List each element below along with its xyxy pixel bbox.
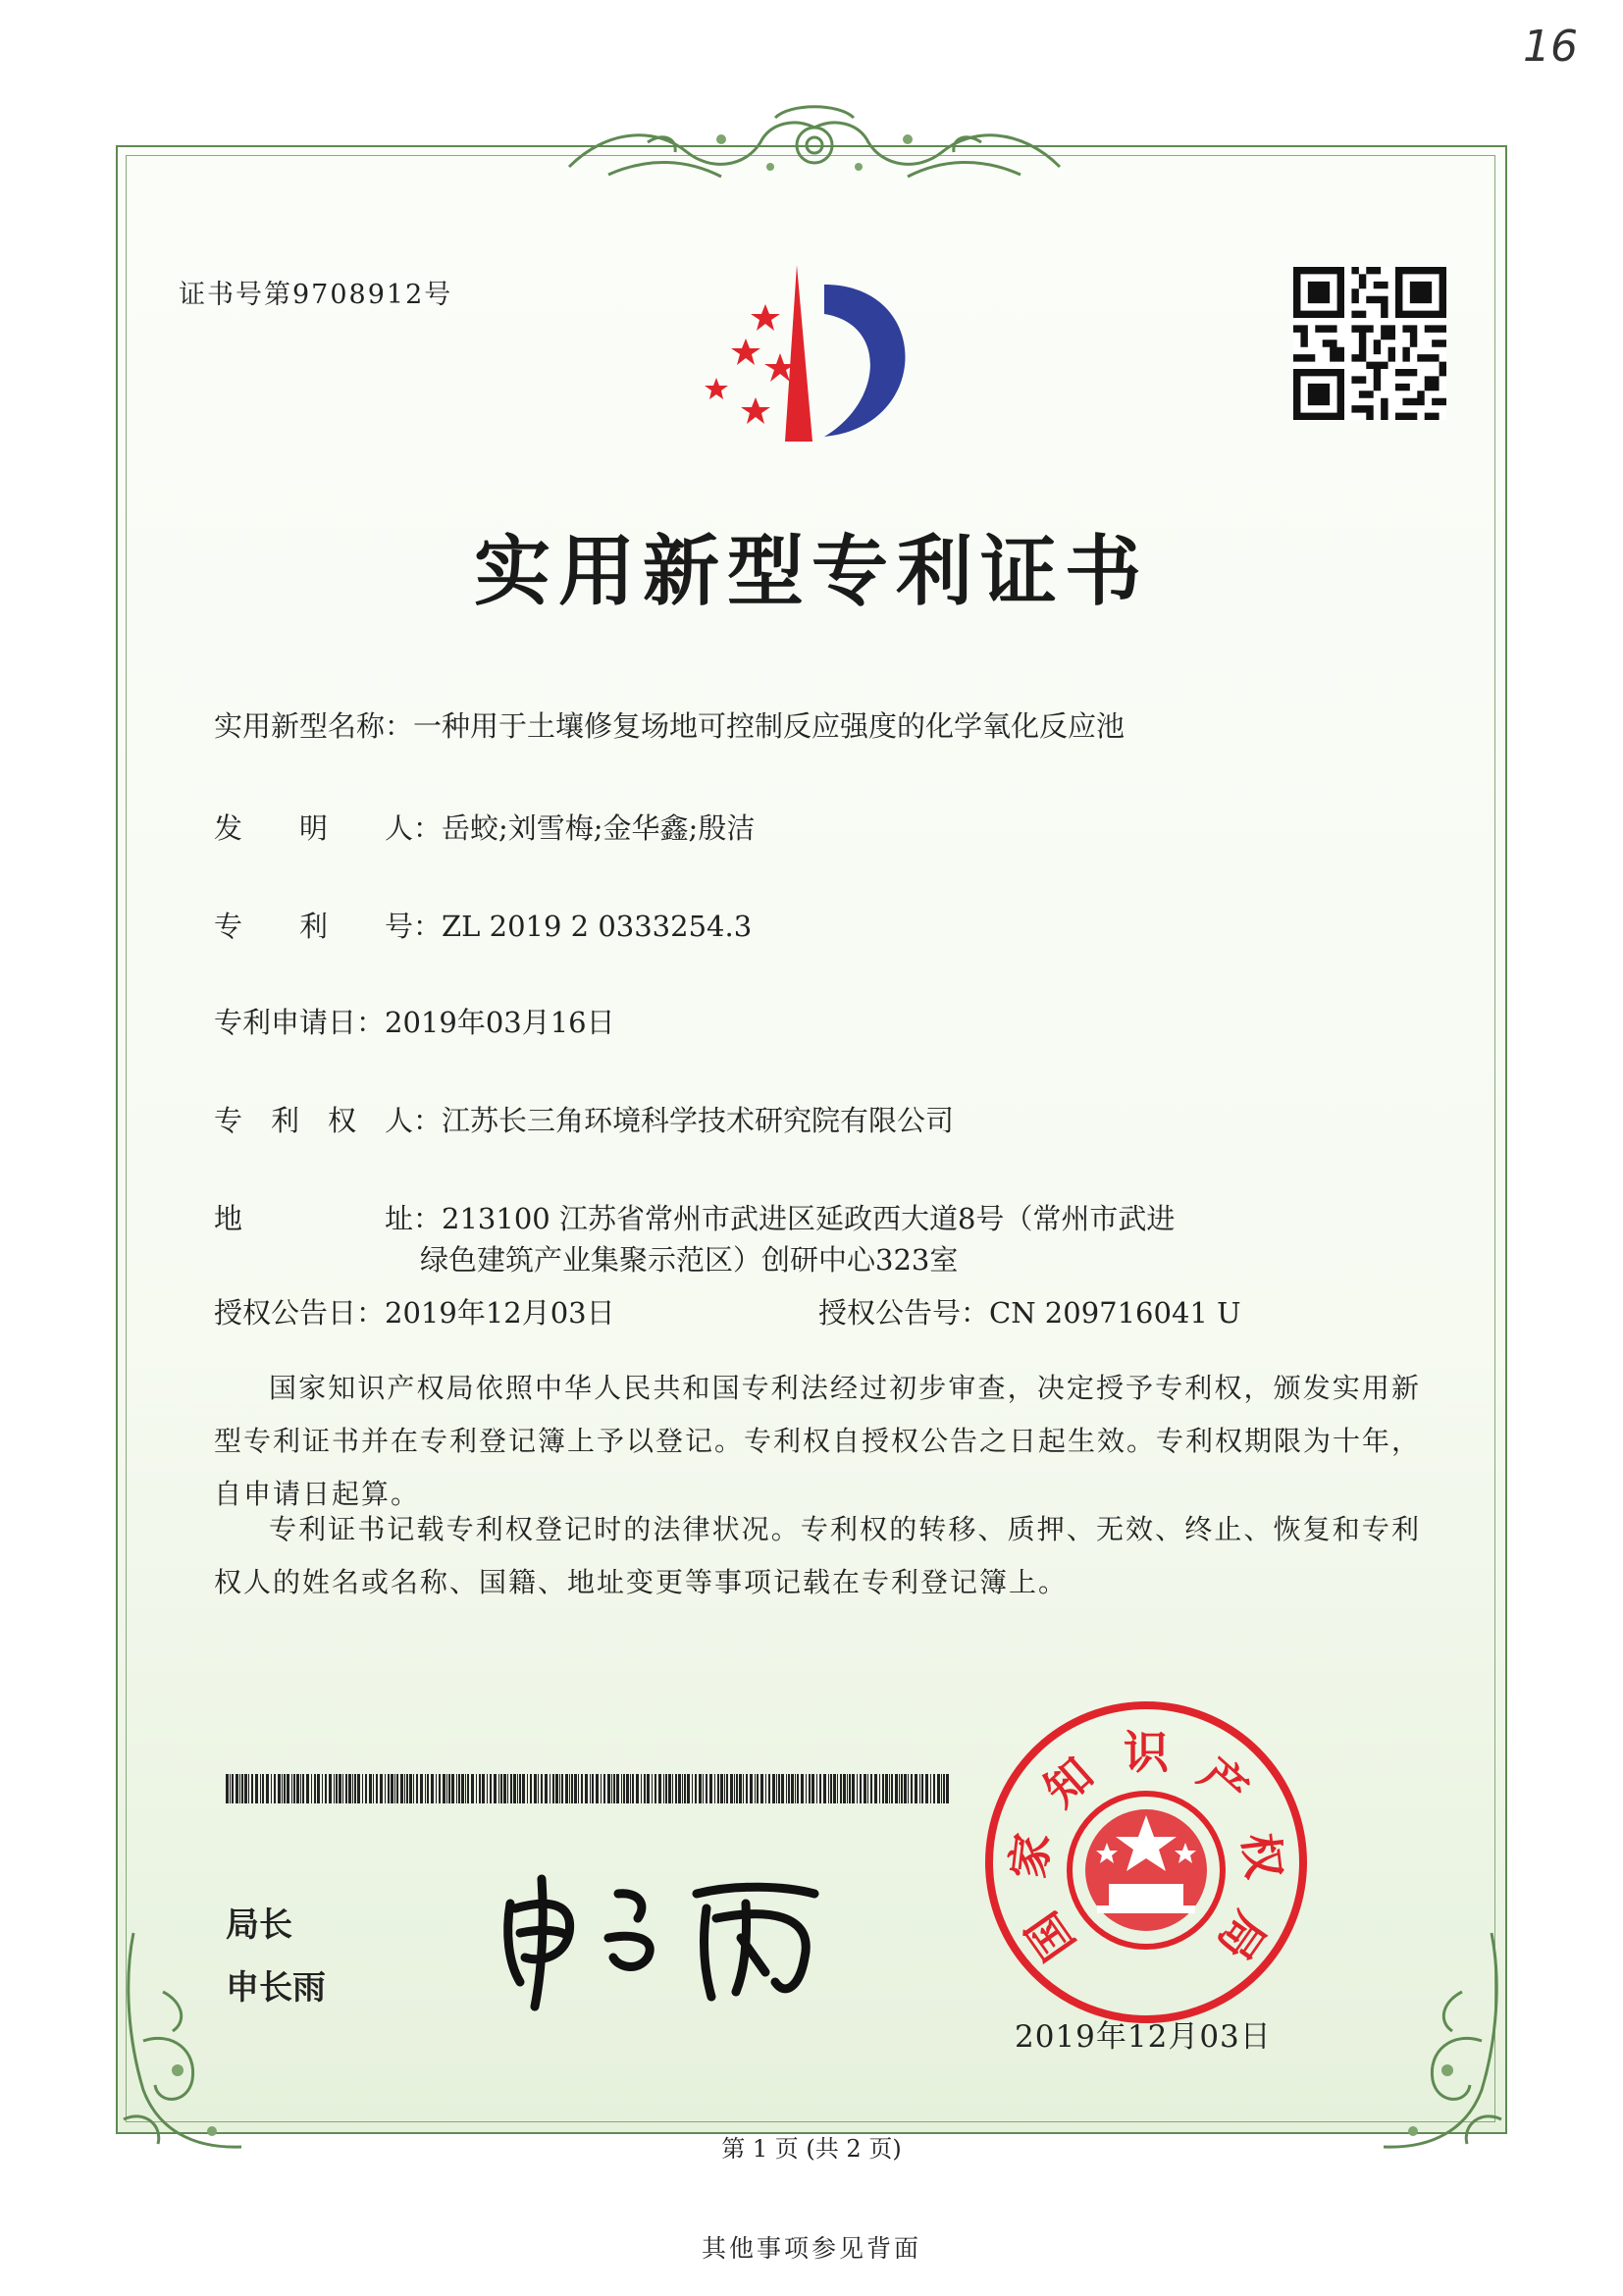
signatory-name: 申长雨 (226, 1968, 326, 2008)
seal-character: 产 (1188, 1747, 1259, 1817)
seal-character: 局 (1207, 1902, 1277, 1970)
field-label: 地 址： (214, 1202, 443, 1235)
seal-character: 识 (1124, 1726, 1169, 1779)
field-label: 专利申请日： (214, 1006, 386, 1039)
field-value: ZL 2019 2 0333254.3 (442, 910, 753, 943)
certificate-title: 实用新型专利证书 (473, 527, 1149, 616)
field-inventors (214, 807, 755, 847)
field-value: 绿色建筑产业集聚示范区）创研中心323室 (420, 1243, 959, 1277)
field-label: 授权公告日： (214, 1296, 386, 1330)
field-address-continued (420, 1238, 958, 1278)
field-value: CN 209716041 U (989, 1296, 1241, 1330)
patent-office-logo-icon (687, 255, 942, 451)
handwritten-page-number: 16 (1523, 22, 1578, 72)
seal-character: 家 (1001, 1830, 1060, 1882)
legal-paragraph-2: 专利证书记载专利权登记时的法律状况。专利权的转移、质押、无效、终止、恢复和专利权人的姓名或名称、国籍、地址变更等事项记载在专利登记簿上。 (214, 1513, 1421, 1598)
field-label: 授权公告号： (818, 1296, 990, 1330)
field-application-date (214, 1001, 615, 1041)
field-value: 213100 江苏省常州市武进区延政西大道8号（常州市武进 (442, 1202, 1176, 1235)
certificate-number: 证书号第9708912号 (179, 280, 453, 310)
field-value: 2019年12月03日 (385, 1296, 615, 1330)
field-utility-model-name (214, 704, 1125, 745)
field-label: 实用新型名称： (214, 709, 414, 743)
field-value: 岳蛟;刘雪梅;金华鑫;殷洁 (442, 811, 756, 845)
field-label: 专 利 号： (214, 910, 443, 943)
barcode-icon (226, 1774, 952, 1803)
qr-code-icon (1293, 267, 1446, 420)
field-grant-date (214, 1291, 615, 1331)
handwritten-signature-icon (491, 1864, 844, 2011)
seal-character: 国 (1016, 1902, 1085, 1970)
field-value: 一种用于土壤修复场地可控制反应强度的化学氧化反应池 (413, 709, 1126, 743)
field-patent-number (214, 905, 752, 945)
legal-paragraph-1: 国家知识产权局依照中华人民共和国专利法经过初步审查，决定授予专利权，颁发实用新型专利证书并在专利登记簿上予以登记。专利权自授权公告之日起生效。专利权期限为十年，自申请日起算。 (214, 1372, 1422, 1510)
field-address (214, 1197, 1175, 1237)
signatory-role: 局长 (226, 1905, 292, 1945)
seal-date: 2019年12月03日 (1015, 2019, 1272, 2055)
field-value: 江苏长三角环境科学技术研究院有限公司 (442, 1104, 955, 1137)
seal-text (979, 1696, 1313, 2029)
field-label: 专 利 权 人： (214, 1104, 443, 1137)
page-count: 第 1 页 (共 2 页) (721, 2135, 902, 2163)
field-value: 2019年03月16日 (385, 1006, 615, 1039)
field-grant-number (818, 1291, 1241, 1331)
field-label: 发 明 人： (214, 811, 443, 845)
field-patentee (214, 1099, 954, 1139)
seal-character: 知 (1033, 1747, 1104, 1817)
back-note: 其他事项参见背面 (701, 2234, 921, 2263)
top-ornament (550, 98, 1079, 196)
seal-character: 权 (1232, 1830, 1291, 1882)
